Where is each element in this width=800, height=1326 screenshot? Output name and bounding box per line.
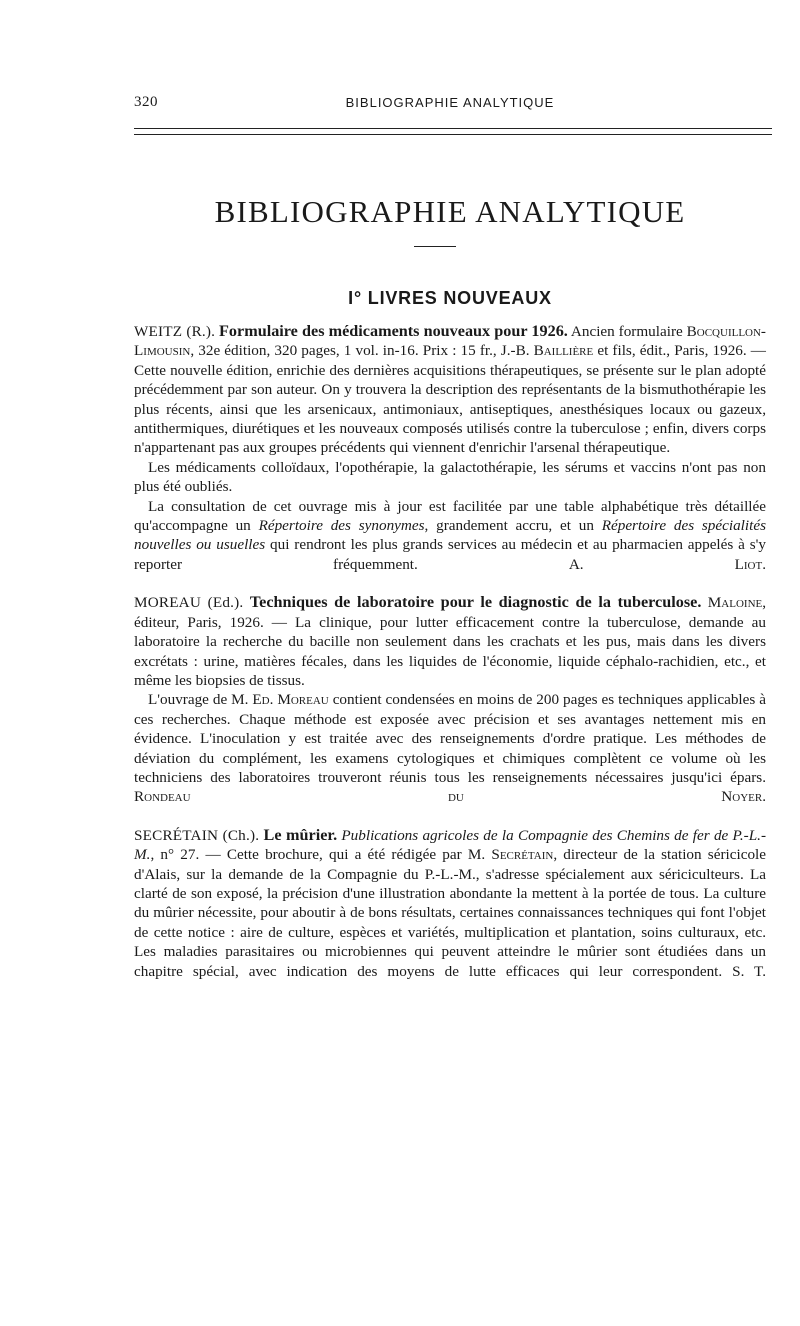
- entry-paragraph: [134, 497, 766, 575]
- title-divider: [414, 246, 456, 247]
- section-heading: I° LIVRES NOUVEAUX: [348, 288, 552, 308]
- entry-paragraph: [134, 593, 766, 690]
- running-title: BIBLIOGRAPHIE ANALYTIQUE: [345, 95, 555, 110]
- entry-text: , n° 27. — Cette brochure, qui a été rédigée par M.: [150, 846, 492, 864]
- entry-paragraph: [134, 826, 766, 981]
- entry-text: Ancien formulaire: [570, 323, 687, 340]
- entry-name-smallcaps: Secrétain: [491, 846, 554, 864]
- entry-text: , 32e édition, 320 pages, 1 vol. in-16. Prix : 15 fr., J.-B.: [190, 342, 534, 360]
- entry-name-smallcaps: Bocquillon-Limousin: [134, 323, 766, 360]
- main-title: BIBLIOGRAPHIE ANALYTIQUE: [214, 194, 686, 229]
- entry-text: contient condensées en moins de 200 pages es techniques applicables à ces recherches. Chaque méthode est exposée avec précision et ses avantages nettement mis en évidence. L'inoculation y est traitée avec des renseignements d'ordre pratique. Les méthodes de déviation du complément, les examens cytologiques et chimiques complètent ce volume où les techniciens des laboratoires trouveront réunis tous les renseignements nécessaires jusqu'ici épars.: [134, 691, 766, 786]
- entry-author: MOREAU (Ed.).: [134, 594, 244, 612]
- header-rule: [134, 128, 772, 129]
- entry-book-title: Le mûrier.: [263, 825, 338, 844]
- entry-italic-title: Publications agricoles de la Compagnie des Chemins de fer de P.-L.-M.: [134, 826, 767, 864]
- entry-name-smallcaps: Maloine: [707, 594, 763, 612]
- entry-book-title: Formulaire des médicaments nouveaux pour 1926.: [219, 322, 568, 340]
- entry-paragraph: [134, 690, 766, 806]
- entry-text: , grandement accru, et un: [424, 517, 602, 535]
- running-head: [134, 94, 766, 114]
- review-entries: [134, 322, 766, 1000]
- entry-paragraph: Les médicaments colloïdaux, l'opothérapie, la galactothérapie, les sérums et vaccins n'ont pas non plus été oubliés.: [134, 458, 766, 496]
- header-rule-second: [134, 134, 772, 135]
- entry-text: , éditeur, Paris, 1926. — La clinique, pour lutter efficacement contre la tuberculose, demande au laboratoire la recherche du bacille non seulement dans les crachats et les pus, mais dans les divers excrétats : urine, matières fécales, dans les liquides de l'économie, liquide céphalo-rachidien, etc., et même les biopsies de tissus.: [134, 594, 767, 689]
- entry-text: et fils, édit., Paris, 1926. — Cette nouvelle édition, enrichie des dernières acquisitions thérapeutiques, se présente sur le plan adopté précédemment par son auteur. On y trouvera la description des représentants de la bismuthothérapie les plus récents, ainsi que les arsenicaux, antimoniaux, antiseptiques, anesthésiques locaux ou gazeux, antithermiques, diurétiques et les nouveaux composés utilisés contre la tuberculose ; enfin, divers corps n'appartenant pas aux groupes précédents qui viennent d'enrichir l'arsenal thérapeutique.: [134, 342, 766, 457]
- review-entry: [134, 593, 766, 806]
- entry-italic-title: Répertoire des synonymes: [258, 517, 425, 535]
- entry-name-smallcaps: Ed. Moreau: [252, 691, 329, 709]
- entry-signature: S. T.: [732, 962, 767, 980]
- entry-author: WEITZ (R.).: [134, 323, 216, 340]
- entry-book-title: Techniques de laboratoire pour le diagnostic de la tuberculose.: [249, 593, 702, 612]
- entry-name-smallcaps: Baillière: [533, 342, 594, 360]
- entry-text: L'ouvrage de M.: [148, 691, 253, 709]
- entry-signature: A. Liot.: [568, 555, 766, 573]
- review-entry: [134, 826, 766, 981]
- review-entry: [134, 322, 766, 574]
- entry-paragraph: [134, 322, 766, 458]
- entry-text: , directeur de la station séricicole d'Alais, sur la demande de la Compagnie du P.-L.-M., s'adresse spécialement aux sériciculteurs. La clarté de son exposé, la précision d'une illustration abondante la mettent à la portée de tous. La culture du mûrier nécessite, pour aboutir à de bons résultats, certaines connaissances techniques qui font l'objet de cette notice : aire de culture, espèces et variétés, multiplication et plantation, soins culturaux, etc. Les maladies parasitaires ou microbiennes qui peuvent atteindre le mûrier sont étudiées dans un chapitre spécial, avec indication des moyens de lutte efficaces qui leur correspondent.: [134, 846, 766, 980]
- entry-signature: Rondeau du Noyer.: [134, 788, 766, 806]
- entry-italic-title: Répertoire des spécialités nouvelles ou usuelles: [134, 517, 766, 554]
- entry-text: La consultation de cet ouvrage mis à jour est facilitée par une table alphabétique très détaillée qu'accompagne un: [134, 497, 766, 535]
- entry-text: qui rendront les plus grands services au médecin et au pharmacien appelés à s'y reporter fréquemment.: [134, 536, 766, 573]
- entry-author: SECRÉTAIN (Ch.).: [134, 826, 260, 844]
- page-number: 320: [134, 94, 158, 110]
